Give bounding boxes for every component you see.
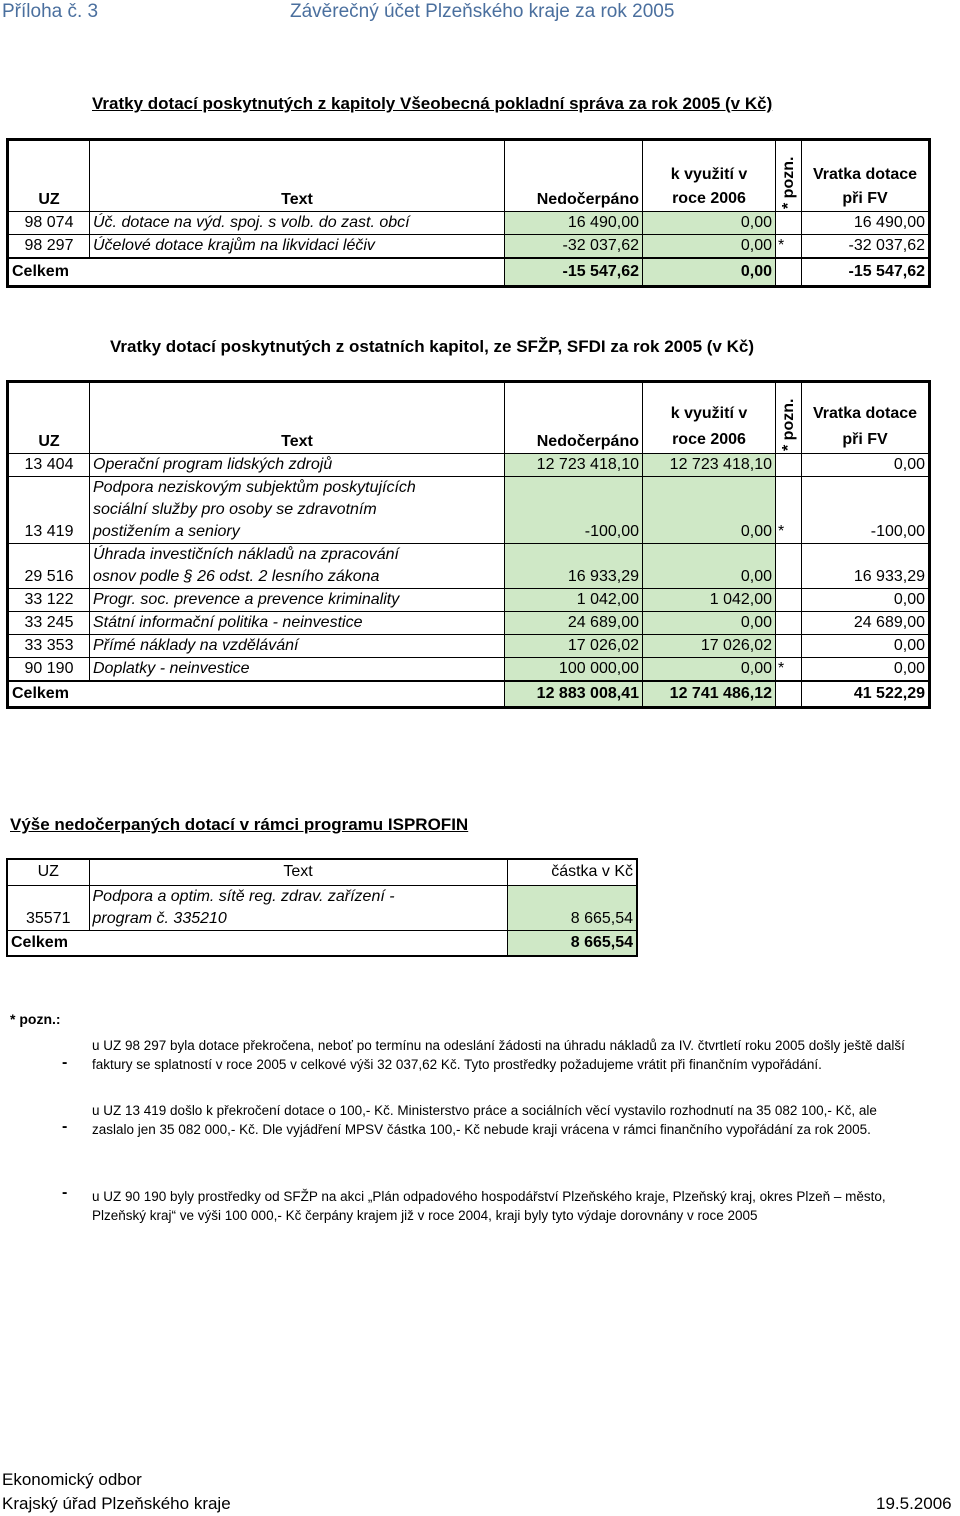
row-nedocerpano: 24 689,00 (505, 612, 643, 635)
total-label: Celkem (7, 930, 507, 956)
col-text: Text (89, 859, 507, 885)
row-nedocerpano: 16 933,29 (505, 544, 643, 589)
total-label: Celkem (8, 258, 505, 286)
row-vratka: 0,00 (802, 658, 930, 682)
total-row (8, 258, 930, 286)
row-uz: 13 404 (8, 454, 90, 477)
row-vyuziti: 1 042,00 (643, 589, 776, 612)
row-text: Účelové dotace krajům na likvidaci léčiv (90, 235, 505, 259)
row-vyuziti: 12 723 418,10 (643, 454, 776, 477)
row-uz: 13 419 (8, 477, 90, 544)
section1-table (6, 138, 931, 288)
total-vyuziti: 12 741 486,12 (643, 681, 776, 707)
col-pozn: * pozn. (776, 382, 802, 454)
col-uz: UZ (8, 140, 90, 212)
total-vratka: 41 522,29 (802, 681, 930, 707)
row-vyuziti: 0,00 (643, 544, 776, 589)
row-pozn (776, 635, 802, 658)
footer-department: Ekonomický odbor (2, 1470, 142, 1489)
total-castka: 8 665,54 (507, 930, 637, 956)
section1-title: Vratky dotací poskytnutých z kapitoly Všeobecná pokladní správa za rok 2005 (v Kč) (92, 94, 773, 113)
row-nedocerpano: 16 490,00 (505, 212, 643, 235)
row-text: Doplatky - neinvestice (90, 658, 505, 682)
total-row (7, 930, 637, 956)
row-vratka: 24 689,00 (802, 612, 930, 635)
footer-office: Krajský úřad Plzeňského kraje (2, 1494, 231, 1513)
total-nedocerpano: 12 883 008,41 (505, 681, 643, 707)
row-pozn (776, 612, 802, 635)
col-nedocerpano: Nedočerpáno (505, 382, 643, 454)
row-text: Operační program lidských zdrojů (90, 454, 505, 477)
row-vratka: -100,00 (802, 477, 930, 544)
document-title: Závěrečný účet Plzeňského kraje za rok 2005 (290, 1, 675, 22)
row-uz: 29 516 (8, 544, 90, 589)
note-dash: - (62, 1184, 68, 1201)
row-vyuziti: 17 026,02 (643, 635, 776, 658)
attachment-label: Příloha č. 3 (2, 1, 99, 22)
note-text: u UZ 98 297 byla dotace překročena, neboť po termínu na odeslání žádosti na úhradu nákladů za IV. čtvrtletí roku 2005 došly ještě další faktury se splatností v roce 2005 v celkové výši 32 037,62 Kč. Tyto prostředky požadujeme vrátit při finančním vypořádání. (92, 1038, 905, 1072)
note-text: u UZ 90 190 byly prostředky od SFŽP na akci „Plán odpadového hospodářství Plzeňského kraje, Plzeňský kraj, okres Plzeň – město, Plzeňský kraj“ ve výši 100 000,- Kč čerpány krajem již v roce 2004, kraji byly tyto výdaje dorovnány v roce 2005 (92, 1189, 886, 1223)
row-nedocerpano: 1 042,00 (505, 589, 643, 612)
row-vyuziti: 0,00 (643, 235, 776, 259)
table-row (8, 477, 930, 544)
col-pozn: * pozn. (776, 140, 802, 212)
col-vratka: Vratka dotace při FV (802, 140, 930, 212)
table-row (8, 212, 930, 235)
col-vyuziti: k využití v roce 2006 (643, 382, 776, 454)
col-castka: částka v Kč (507, 859, 637, 885)
row-text: Úč. dotace na výd. spoj. s volb. do zast. obcí (90, 212, 505, 235)
row-pozn (776, 589, 802, 612)
row-text: Státní informační politika - neinvestice (90, 612, 505, 635)
table-row (8, 544, 930, 589)
row-pozn: * (776, 658, 802, 682)
row-pozn (776, 544, 802, 589)
row-vratka: 0,00 (802, 589, 930, 612)
row-text: Podpora a optim. sítě reg. zdrav. zařízení - program č. 335210 (89, 885, 507, 930)
table-row (8, 235, 930, 259)
footer-date: 19.5.2006 (876, 1494, 952, 1513)
col-nedocerpano: Nedočerpáno (505, 140, 643, 212)
row-nedocerpano: 17 026,02 (505, 635, 643, 658)
total-row (8, 681, 930, 707)
col-vyuziti: k využití v roce 2006 (643, 140, 776, 212)
note-dash: - (62, 1054, 68, 1071)
row-castka: 8 665,54 (507, 885, 637, 930)
row-text: Úhrada investičních nákladů na zpracování osnov podle § 26 odst. 2 lesního zákona (90, 544, 505, 589)
row-nedocerpano: 12 723 418,10 (505, 454, 643, 477)
row-text: Podpora neziskovým subjektům poskytujících sociální služby pro osoby se zdravotním postižením a seniory (90, 477, 505, 544)
section3-table (6, 858, 638, 957)
row-pozn (776, 454, 802, 477)
row-text: Progr. soc. prevence a prevence kriminality (90, 589, 505, 612)
row-pozn (776, 212, 802, 235)
row-uz: 90 190 (8, 658, 90, 682)
row-uz: 35571 (7, 885, 89, 930)
table-row (8, 612, 930, 635)
col-text: Text (90, 140, 505, 212)
row-uz: 33 245 (8, 612, 90, 635)
row-vratka: 0,00 (802, 454, 930, 477)
note-dash: - (62, 1118, 68, 1135)
col-uz: UZ (7, 859, 89, 885)
row-vyuziti: 0,00 (643, 212, 776, 235)
row-pozn: * (776, 235, 802, 259)
table-row (8, 658, 930, 682)
row-nedocerpano: 100 000,00 (505, 658, 643, 682)
section2-table (6, 380, 931, 709)
col-vratka: Vratka dotace při FV (802, 382, 930, 454)
row-nedocerpano: -32 037,62 (505, 235, 643, 259)
row-vratka: 16 490,00 (802, 212, 930, 235)
row-vyuziti: 0,00 (643, 658, 776, 682)
row-vratka: -32 037,62 (802, 235, 930, 259)
section3-title: Výše nedočerpaných dotací v rámci programu ISPROFIN (10, 815, 469, 834)
row-vratka: 16 933,29 (802, 544, 930, 589)
total-nedocerpano: -15 547,62 (505, 258, 643, 286)
table-row (8, 454, 930, 477)
col-text: Text (90, 382, 505, 454)
table-row (8, 589, 930, 612)
notes-label: * pozn.: (10, 1011, 61, 1027)
row-vyuziti: 0,00 (643, 477, 776, 544)
row-nedocerpano: -100,00 (505, 477, 643, 544)
table-row (7, 885, 637, 930)
row-uz: 33 353 (8, 635, 90, 658)
table-row (8, 635, 930, 658)
section2-title: Vratky dotací poskytnutých z ostatních kapitol, ze SFŽP, SFDI za rok 2005 (v Kč) (110, 337, 754, 356)
row-text: Přímé náklady na vzdělávání (90, 635, 505, 658)
total-vratka: -15 547,62 (802, 258, 930, 286)
total-vyuziti: 0,00 (643, 258, 776, 286)
row-uz: 98 297 (8, 235, 90, 259)
row-uz: 33 122 (8, 589, 90, 612)
row-vyuziti: 0,00 (643, 612, 776, 635)
row-vratka: 0,00 (802, 635, 930, 658)
col-uz: UZ (8, 382, 90, 454)
note-text: u UZ 13 419 došlo k překročení dotace o 100,- Kč. Ministerstvo práce a sociálních věcí vystavilo rozhodnutí na 35 082 100,- Kč, ale zaslalo jen 35 082 000,- Kč. Dle vyjádření MPSV částka 100,- Kč nebude kraji vrácena v rámci finančního vypořádání za rok 2005. (92, 1103, 877, 1137)
row-pozn: * (776, 477, 802, 544)
total-label: Celkem (8, 681, 505, 707)
row-uz: 98 074 (8, 212, 90, 235)
